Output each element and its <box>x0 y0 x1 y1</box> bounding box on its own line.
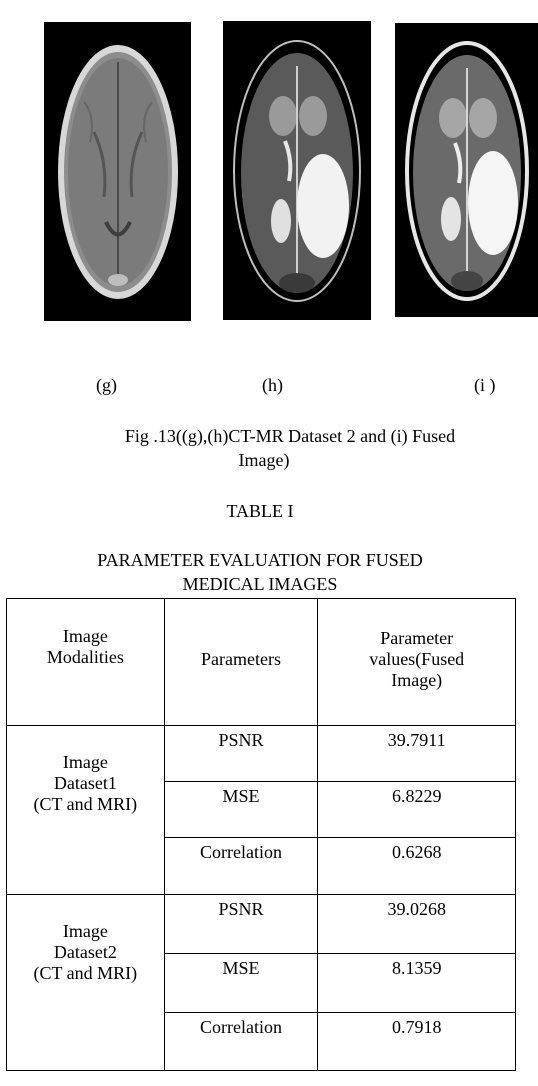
header-image-modalities: Image Modalities <box>7 599 165 726</box>
mr-brain-image <box>223 21 371 320</box>
value-cell: 8.1359 <box>318 954 516 1013</box>
ct-brain-image <box>44 22 191 321</box>
parameter-cell: PSNR <box>164 726 318 782</box>
value-cell: 0.7918 <box>318 1013 516 1071</box>
parameter-cell: PSNR <box>164 895 318 954</box>
mr-image-panel <box>223 21 371 320</box>
panel-label-h: (h) <box>262 375 283 395</box>
table-title <box>0 548 520 596</box>
table-number: TABLE I <box>226 501 294 521</box>
table-header-row <box>7 599 516 726</box>
ct-image-panel <box>44 22 191 321</box>
table-row <box>7 895 516 954</box>
panel-label-g: (g) <box>96 375 117 395</box>
parameter-cell: MSE <box>164 782 318 838</box>
parameter-cell: MSE <box>164 954 318 1013</box>
figure-caption-line2: Image) <box>238 450 290 470</box>
parameter-table <box>6 598 516 1071</box>
parameter-cell: Correlation <box>164 1013 318 1071</box>
value-cell: 6.8229 <box>318 782 516 838</box>
value-cell: 0.6268 <box>318 838 516 895</box>
group-name-dataset2: Image Dataset2 (CT and MRI) <box>7 895 165 1071</box>
header-parameters: Parameters <box>164 599 318 726</box>
figure-caption <box>40 424 538 472</box>
value-cell: 39.0268 <box>318 895 516 954</box>
value-cell: 39.7911 <box>318 726 516 782</box>
panel-label-i: (i ) <box>474 375 496 395</box>
fused-brain-image <box>395 23 538 317</box>
figure-caption-line1: Fig .13((g),(h)CT-MR Dataset 2 and (i) Fused <box>124 426 456 446</box>
table-title-line2: MEDICAL IMAGES <box>182 574 338 594</box>
table-title-line1: PARAMETER EVALUATION FOR FUSED <box>97 550 423 570</box>
fused-image-panel <box>395 23 538 317</box>
header-parameter-values: Parameter values(Fused Image) <box>318 599 516 726</box>
parameter-cell: Correlation <box>164 838 318 895</box>
group-name-dataset1: Image Dataset1 (CT and MRI) <box>7 726 165 895</box>
table-row <box>7 726 516 782</box>
